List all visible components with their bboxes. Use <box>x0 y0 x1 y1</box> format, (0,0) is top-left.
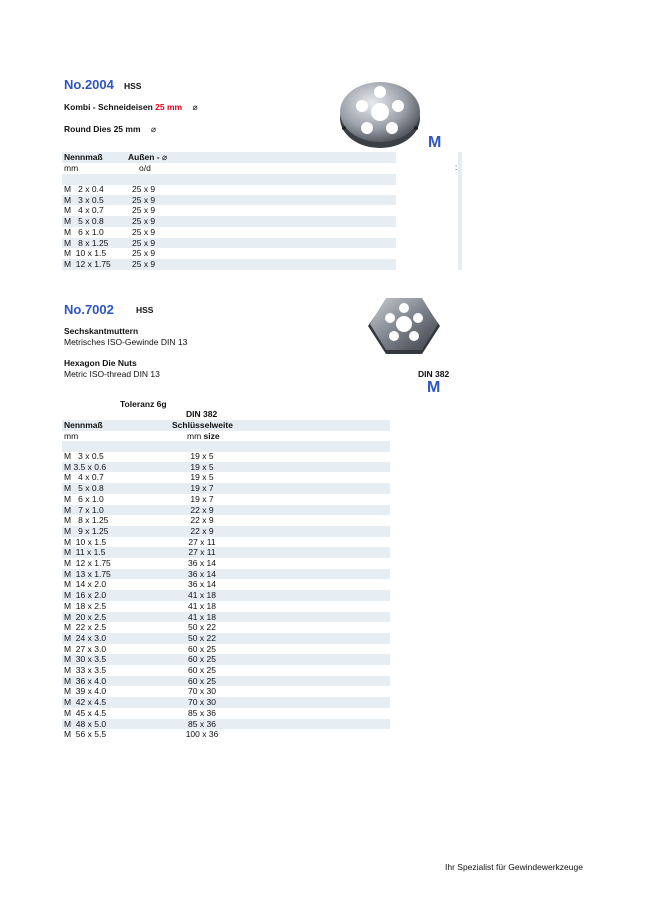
table-cell-size: M 13 x 1.75 <box>64 568 111 579</box>
table-cell-dimension: 85 x 36 <box>188 718 216 729</box>
table-cell-dimension: 25 x 9 <box>132 248 156 259</box>
section2-thread-de: Metrisches ISO-Gewinde DIN 13 <box>64 337 188 347</box>
table-cell-size: M 36 x 4.0 <box>64 675 107 686</box>
table-cell-size: M 39 x 4.0 <box>64 686 107 697</box>
table-row <box>62 494 390 505</box>
table-cell-dimension: 22 x 9 <box>190 515 214 526</box>
section1-table-edge <box>458 152 462 270</box>
table-cell-size: M 3.5 x 0.6 <box>64 461 107 472</box>
table-cell-dimension: 25 x 9 <box>132 226 156 237</box>
table-cell-size: M 12 x 1.75 <box>64 558 111 568</box>
table-row <box>62 601 390 612</box>
table-cell-dimension: 22 x 9 <box>190 525 214 536</box>
round-die-image <box>334 76 426 150</box>
table-cell-size: M 20 x 2.5 <box>64 611 107 622</box>
table-cell-dimension: 60 x 25 <box>188 665 216 675</box>
table-cell-size: M 8 x 1.25 <box>64 237 109 248</box>
table-cell-dimension: 25 x 9 <box>132 194 156 205</box>
table-row <box>62 537 390 548</box>
table-cell-size: M 7 x 1.0 <box>64 504 104 515</box>
table-cell-dimension: 25 x 9 <box>132 216 156 227</box>
section1-desc-de-prefix: Kombi - Schneideisen <box>64 102 153 112</box>
table-cell-dimension: 60 x 25 <box>188 675 216 686</box>
table-cell-size: M 2 x 0.4 <box>64 184 104 194</box>
table-row <box>62 216 396 227</box>
table-cell-size: M 10 x 1.5 <box>64 536 107 547</box>
table-cell-size: M 45 x 4.5 <box>64 707 107 718</box>
table-cell-dimension: 27 x 11 <box>188 536 216 547</box>
table-row <box>62 719 390 730</box>
table-cell-size: M 48 x 5.0 <box>64 718 107 729</box>
table-cell-dimension: 19 x 5 <box>190 451 214 461</box>
table-row <box>62 526 390 537</box>
table-cell-dimension: 100 x 36 <box>185 729 219 740</box>
table-cell-size: M 14 x 2.0 <box>64 579 107 590</box>
table-row <box>62 184 396 195</box>
table-cell-size: M 5 x 0.8 <box>64 483 104 494</box>
section1-desc-de-size: 25 mm <box>155 102 183 112</box>
section1-badge: M <box>428 134 442 151</box>
section1-header-col1: Nennmaß <box>64 152 103 162</box>
table-cell-dimension: 36 x 14 <box>188 568 216 579</box>
table-cell-dimension: 19 x 5 <box>190 472 214 483</box>
table-row <box>62 205 396 216</box>
section2-title: No.7002 <box>64 302 114 317</box>
table-cell-dimension: 70 x 30 <box>188 697 216 708</box>
table-row <box>62 451 390 462</box>
table-cell-dimension: 25 x 9 <box>132 237 156 248</box>
section1-desc-en <box>64 124 156 135</box>
table-row <box>62 622 390 633</box>
table-cell-dimension: 25 x 9 <box>132 205 156 216</box>
table-row <box>62 472 390 483</box>
table-row <box>62 708 390 719</box>
diameter-icon: ⌀ <box>162 152 168 162</box>
section2-units-col2-a: mm <box>187 431 202 441</box>
table-cell-size: M 12 x 1.75 <box>64 258 111 269</box>
hex-die-nut-image <box>366 296 442 358</box>
table-cell-size: M 18 x 2.5 <box>64 600 107 611</box>
diameter-icon: ⌀ <box>192 102 198 112</box>
table-cell-size: M 6 x 1.0 <box>64 493 104 504</box>
table-row <box>62 612 390 623</box>
table-row <box>62 654 390 665</box>
table-cell-size: M 27 x 3.0 <box>64 643 107 654</box>
table-row <box>62 227 396 238</box>
table-cell-size: M 9 x 1.25 <box>64 525 109 536</box>
section1-units-col2: o/d <box>139 163 151 173</box>
section2-name-en: Hexagon Die Nuts <box>64 358 137 368</box>
section1-desc-en-text: Round Dies 25 mm <box>64 124 141 134</box>
table-row <box>62 248 396 259</box>
table-cell-size: M 5 x 0.8 <box>64 216 104 227</box>
table-row <box>62 729 390 740</box>
table-row <box>62 633 390 644</box>
section1-table-edge-mark: : <box>455 163 458 172</box>
section2-badge: M <box>427 379 441 396</box>
table-cell-dimension: 70 x 30 <box>188 686 216 697</box>
section2-units-col1: mm <box>64 431 79 441</box>
table-cell-size: M 16 x 2.0 <box>64 590 107 601</box>
table-cell-size: M 4 x 0.7 <box>64 472 104 483</box>
table-row <box>62 676 390 687</box>
table-cell-dimension: 25 x 9 <box>132 184 156 194</box>
table-cell-dimension: 50 x 22 <box>188 632 216 643</box>
table-row <box>62 462 390 473</box>
section1-header-row <box>62 152 396 163</box>
table-row <box>62 697 390 708</box>
table-row <box>62 547 390 558</box>
table-row <box>62 515 390 526</box>
table-cell-dimension: 27 x 11 <box>188 547 216 558</box>
section2-header-row <box>62 420 390 431</box>
section1-header-col2-text: Außen - <box>128 152 160 162</box>
table-cell-size: M 3 x 0.5 <box>64 194 104 205</box>
table-row <box>62 483 390 494</box>
table-row <box>62 569 390 580</box>
table-row <box>62 259 396 270</box>
table-row <box>62 558 390 569</box>
section1-desc-de <box>64 102 198 113</box>
footer-tagline: Ihr Spezialist für Gewindewerkzeuge <box>445 862 583 872</box>
table-row <box>62 665 390 676</box>
table-cell-size: M 33 x 3.5 <box>64 665 107 675</box>
diameter-icon: ⌀ <box>150 124 157 134</box>
table-cell-size: M 6 x 1.0 <box>64 226 104 237</box>
table-cell-dimension: 60 x 25 <box>188 654 216 665</box>
table-cell-dimension: 41 x 18 <box>188 600 216 611</box>
table-cell-dimension: 41 x 18 <box>188 611 216 622</box>
section1-units-row <box>62 163 396 174</box>
section2-header-col1: Nennmaß <box>64 420 103 430</box>
table-cell-dimension: 50 x 22 <box>188 622 216 633</box>
table-cell-dimension: 41 x 18 <box>188 590 216 601</box>
table-cell-size: M 8 x 1.25 <box>64 515 109 526</box>
section1-header-col2 <box>128 152 167 163</box>
table-row <box>62 644 390 655</box>
table-cell-dimension: 36 x 14 <box>188 558 216 568</box>
table-cell-size: M 10 x 1.5 <box>64 248 107 259</box>
section2-header-col2: Schlüsselweite <box>172 420 233 430</box>
section2-norm: DIN 382 <box>418 369 450 379</box>
table-cell-dimension: 19 x 5 <box>190 461 214 472</box>
table-cell-dimension: 19 x 7 <box>190 493 214 504</box>
table-cell-dimension: 36 x 14 <box>188 579 216 590</box>
section2-material: HSS <box>136 305 154 315</box>
section2-name-de: Sechskantmuttern <box>64 326 139 336</box>
table-cell-size: M 56 x 5.5 <box>64 729 107 740</box>
table-cell-dimension: 22 x 9 <box>190 504 214 515</box>
table-cell-size: M 4 x 0.7 <box>64 205 104 216</box>
section2-thread-en: Metric ISO-thread DIN 13 <box>64 369 160 379</box>
table-cell-size: M 11 x 1.5 <box>64 547 106 558</box>
table-cell-size: M 22 x 2.5 <box>64 622 107 633</box>
table-row <box>62 579 390 590</box>
section1-title: No.2004 <box>64 77 114 92</box>
table-row <box>62 686 390 697</box>
table-cell-size: M 42 x 4.5 <box>64 697 107 708</box>
section1-material: HSS <box>124 81 142 91</box>
table-row <box>62 590 390 601</box>
table-cell-size: M 30 x 3.5 <box>64 654 107 665</box>
table-row <box>62 238 396 249</box>
section2-units-col2-b: size <box>203 431 220 441</box>
table-row <box>62 505 390 516</box>
section2-tolerance: Toleranz 6g <box>120 399 167 409</box>
table-cell-dimension: 60 x 25 <box>188 643 216 654</box>
table-cell-size: M 24 x 3.0 <box>64 632 107 643</box>
table-cell-dimension: 25 x 9 <box>132 258 156 269</box>
table-cell-dimension: 85 x 36 <box>188 707 216 718</box>
table-cell-dimension: 19 x 7 <box>190 483 214 494</box>
table-cell-size: M 3 x 0.5 <box>64 451 104 461</box>
section1-units-col1: mm <box>64 163 79 173</box>
table-row <box>62 195 396 206</box>
section2-norm-col: DIN 382 <box>186 409 218 419</box>
